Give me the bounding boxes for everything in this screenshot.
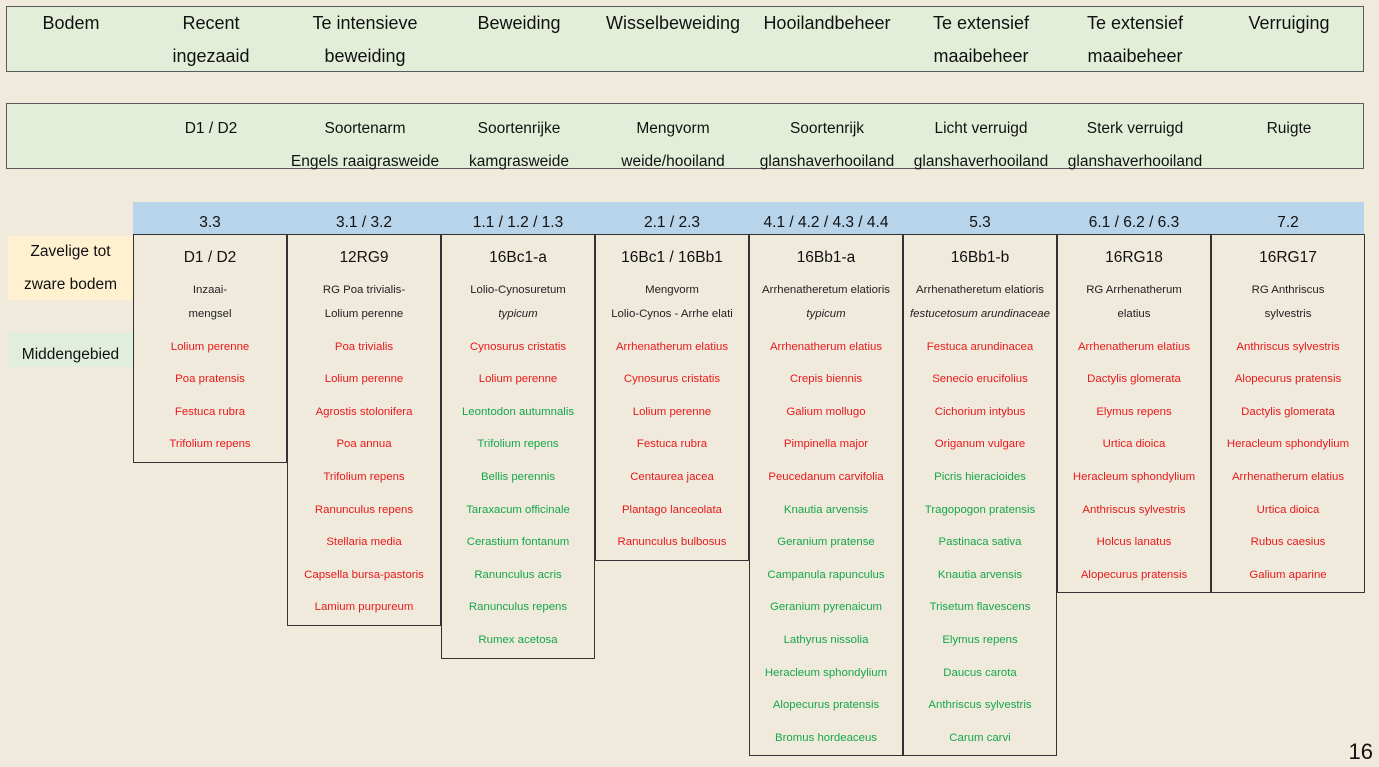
vegetation-column [1057,234,1211,593]
species-item: Cerastium fontanum [466,536,570,549]
vegetation-column [749,234,903,756]
species-item: Festuca arundinacea [926,340,1034,353]
species-item: Rubus caesius [1250,536,1326,549]
species-item: Lolium perenne [324,308,404,320]
species-item: Elymus repens [1096,405,1172,418]
vegetation-type-7 [1050,112,1220,178]
vegetation-type-line: glanshaverhooiland [913,153,1049,170]
species-item: Knautia arvensis [937,568,1023,581]
code-label: 2.1 / 2.3 [643,214,700,231]
vegetation-column [595,234,749,561]
vegetation-column [133,234,287,463]
species-item: Centaurea jacea [630,470,714,483]
management-header-line: Recent [182,13,240,33]
vegetation-type-line: Mengvorm [636,120,710,137]
vegetation-column [441,234,595,659]
species-item: Anthriscus sylvestris [928,699,1032,712]
vegetation-type-line: glanshaverhooiland [1067,153,1203,170]
vegetation-type-line: D1 / D2 [184,120,238,137]
species-item: Anthriscus sylvestris [1236,340,1340,353]
management-header-line: Verruiging [1248,13,1330,33]
species-item: Lathyrus nissolia [783,633,869,646]
vegetation-type-5 [742,112,912,178]
species-item: Arrhenatherum elatius [615,340,729,353]
management-header-2 [280,7,450,73]
species-item: Inzaai- [192,284,228,296]
column-title: 16Bc1 / 16Bb1 [621,249,723,266]
management-header-line: Hooilandbeheer [763,13,891,33]
code-label: 6.1 / 6.2 / 6.3 [1088,214,1180,231]
column-title: 16Bb1-a [796,249,856,266]
species-item: Pimpinella major [783,438,869,451]
species-item: Arrhenatherum elatius [1231,470,1345,483]
vegetation-column [287,234,441,626]
species-item: Urtica dioica [1102,438,1166,451]
management-header-line: Te intensieve [312,13,418,33]
species-item: Geranium pratense [777,536,875,549]
vegetation-type-line: Ruigte [1266,120,1312,137]
species-item: Alopecurus pratensis [1234,373,1342,386]
species-item: festucetosum arundinaceae [910,308,1050,320]
species-item: Poa pratensis [175,373,245,386]
species-item: Heracleum sphondylium [1226,438,1350,451]
vegetation-type-line: Soortenrijke [477,120,561,137]
species-item: Lamium purpureum [314,601,414,614]
species-item: Ranunculus bulbosus [617,536,727,549]
species-item: mengsel [188,308,232,320]
species-item: typicum [498,308,538,320]
vegetation-type-line: Sterk verruigd [1086,120,1184,137]
soil-legend-line: Zavelige tot [30,243,111,260]
species-item: Trifolium repens [169,438,251,451]
species-item: Alopecurus pratensis [772,699,880,712]
vegetation-type-line: Licht verruigd [934,120,1028,137]
vegetation-type-line: kamgrasweide [469,153,569,170]
management-header-line: maaibeheer [933,46,1029,66]
vegetation-column [1211,234,1365,593]
species-item: Mengvorm [645,284,699,296]
vegetation-type-line: glanshaverhooiland [759,153,895,170]
column-title: 16RG17 [1259,249,1317,266]
species-item: Arrhenatheretum elatioris [762,284,890,296]
vegetation-type-band [6,103,1364,169]
column-title: 16Bb1-b [950,249,1010,266]
species-item: RG Anthriscus [1251,284,1325,296]
management-header-4 [588,7,758,40]
management-header-line: Wisselbeweiding [605,13,741,33]
code-label: 5.3 [969,214,991,231]
species-item: Carum carvi [949,731,1011,744]
vegetation-type-line: Engels raaigrasweide [290,153,440,170]
code-label: 4.1 / 4.2 / 4.3 / 4.4 [763,214,889,231]
management-header-line: ingezaaid [172,46,250,66]
region-legend: Middengebied [8,333,133,367]
management-header-line: Bodem [42,13,100,33]
column-title: 16Bc1-a [489,249,547,266]
species-item: Agrostis stolonifera [315,405,413,418]
species-item: Picris hieracioides [934,470,1026,483]
species-item: Festuca rubra [636,438,708,451]
species-item: Holcus lanatus [1096,536,1172,549]
species-item: Trisetum flavescens [929,601,1031,614]
species-item: Pastinaca sativa [938,536,1022,549]
management-header-5 [742,7,912,40]
management-header-line: Beweiding [477,13,561,33]
species-item: Tragopogon pratensis [924,503,1036,516]
species-item: elatius [1117,308,1151,320]
species-item: Origanum vulgare [934,438,1026,451]
species-item: Arrhenatherum elatius [1077,340,1191,353]
management-header-band [6,6,1364,72]
species-item: Elymus repens [942,633,1018,646]
management-header-7 [1050,7,1220,73]
management-header-1 [126,7,296,73]
soil-legend-line: zware bodem [23,276,118,293]
species-item: Dactylis glomerata [1087,373,1181,386]
species-item: Capsella bursa-pastoris [304,568,424,581]
species-item: Geranium pyrenaicum [769,601,883,614]
management-header-6 [896,7,1066,73]
species-item: Taraxacum officinale [466,503,570,516]
vegetation-type-3 [434,112,604,178]
vegetation-type-line: Soortenrijk [789,120,865,137]
vegetation-type-2 [280,112,450,178]
code-bar [133,202,1364,234]
species-item: Cynosurus cristatis [623,373,721,386]
species-item: Galium mollugo [786,405,866,418]
species-item: RG Poa trivialis- [322,284,406,296]
code-label: 3.1 / 3.2 [335,214,392,231]
species-item: Ranunculus repens [468,601,568,614]
species-item: Anthriscus sylvestris [1082,503,1186,516]
species-item: Cichorium intybus [934,405,1026,418]
species-item: Lolio-Cynosuretum [470,284,566,296]
species-item: Knautia arvensis [783,503,869,516]
species-item: Daucus carota [943,666,1017,679]
species-item: Ranunculus acris [474,568,562,581]
species-item: sylvestris [1264,308,1312,320]
species-item: Rumex acetosa [478,633,558,646]
species-item: Lolium perenne [170,340,250,353]
species-item: Crepis biennis [789,373,863,386]
species-item: RG Arrhenatherum [1086,284,1182,296]
column-title: 16RG18 [1105,249,1163,266]
species-item: Peucedanum carvifolia [768,470,884,483]
species-item: Alopecurus pratensis [1080,568,1188,581]
species-item: Dactylis glomerata [1241,405,1335,418]
species-item: Galium aparine [1249,568,1327,581]
species-item: Ranunculus repens [314,503,414,516]
management-header-3 [434,7,604,40]
species-item: Poa trivialis [334,340,394,353]
species-item: Bellis perennis [480,470,556,483]
management-header-line: Te extensief [1086,13,1184,33]
species-item: Urtica dioica [1256,503,1320,516]
column-title: 12RG9 [339,249,389,266]
species-item: Leontodon autumnalis [461,405,575,418]
species-item: Heracleum sphondylium [1072,470,1196,483]
species-item: Stellaria media [326,536,402,549]
code-label: 7.2 [1277,214,1299,231]
management-header-line: beweiding [324,46,406,66]
species-item: Bromus hordeaceus [775,731,877,744]
species-item: Lolium perenne [632,405,712,418]
soil-legend [8,236,133,300]
vegetation-type-1 [126,112,296,145]
management-header-line: Te extensief [932,13,1030,33]
code-label: 3.3 [199,214,221,231]
species-item: typicum [806,308,846,320]
code-label: 1.1 / 1.2 / 1.3 [472,214,564,231]
species-item: Campanula rapunculus [767,568,885,581]
vegetation-type-4 [588,112,758,178]
species-item: Lolium perenne [478,373,558,386]
vegetation-type-line: weide/hooiland [621,153,725,170]
species-item: Festuca rubra [174,405,246,418]
species-item: Cynosurus cristatis [469,340,567,353]
page-number: 16 [1348,739,1373,764]
species-item: Lolium perenne [324,373,404,386]
species-item: Plantago lanceolata [621,503,723,516]
species-item: Poa annua [336,438,392,451]
species-item: Lolio-Cynos - Arrhe elati [611,308,733,320]
management-header-8 [1204,7,1374,40]
vegetation-column [903,234,1057,756]
vegetation-type-8 [1204,112,1374,145]
vegetation-type-line: Soortenarm [324,120,406,137]
management-header-line: maaibeheer [1087,46,1183,66]
species-item: Heracleum sphondylium [764,666,888,679]
vegetation-type-6 [896,112,1066,178]
species-item: Arrhenatheretum elatioris [916,284,1044,296]
species-item: Trifolium repens [323,470,405,483]
species-item: Arrhenatherum elatius [769,340,883,353]
species-item: Senecio erucifolius [932,373,1028,386]
species-item: Trifolium repens [477,438,559,451]
column-title: D1 / D2 [183,249,237,266]
